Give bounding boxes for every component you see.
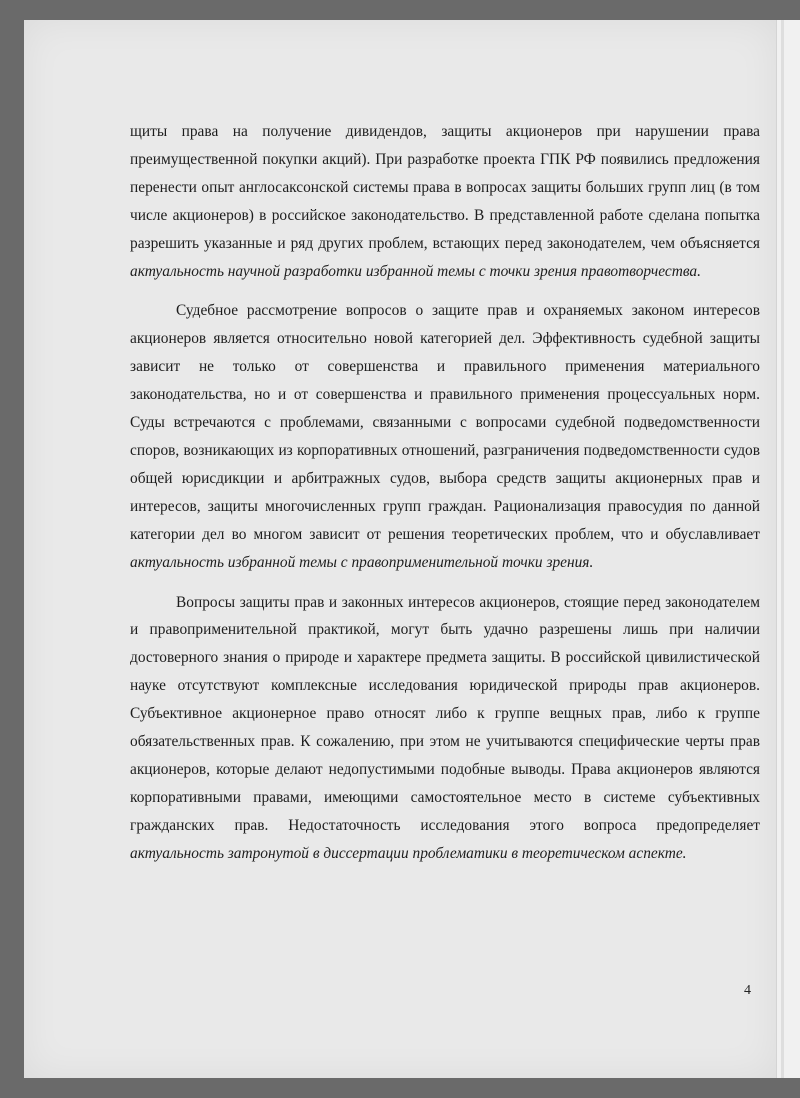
paragraph-1-text: щиты права на получение дивидендов, защиты акционеров при нарушении права преимущественной покупки акций). При разработке проекта ГПК РФ появились предложения перенести опыт англосаксонской системы права в вопросах защиты больших групп лиц (в том числе акционеров) в российское законодательство. В представленной работе сделана попытка разрешить указанные и ряд других проблем, встающих перед законодателем, чем объясняется	[130, 123, 760, 252]
paragraph-3	[130, 589, 760, 868]
paragraph-1-emphasis: актуальность научной разработки избранной темы с точки зрения правотворчества.	[130, 262, 701, 280]
next-page-edge	[776, 20, 800, 1078]
paragraph-3-emphasis: актуальность затронутой в диссертации проблематики в теоретическом аспекте.	[130, 844, 687, 862]
page-number: 4	[744, 983, 751, 998]
page-edge-line	[781, 20, 784, 1078]
paragraph-2	[130, 297, 760, 576]
paragraph-2-text: Судебное рассмотрение вопросов о защите прав и охраняемых законом интересов акционеров является относительно новой категорией дел. Эффективность судебной защиты зависит не только от совершенства и правильного применения материального законодательства, но и от совершенства и правильного применения процессуальных норм. Суды встречаются с проблемами, связанными с вопросами судебной подведомственности споров, возникающих из корпоративных отношений, разграничения подведомственности судов общей юрисдикции и арбитражных судов, выбора средств защиты акционерных прав и интересов, защиты многочисленных групп граждан. Рационализация правосудия по данной категории дел во многом зависит от решения теоретических проблем, что и обуславливает	[130, 302, 760, 543]
document-page	[24, 20, 776, 1078]
body-text	[130, 118, 760, 868]
paragraph-3-text: Вопросы защиты прав и законных интересов акционеров, стоящие перед законодателем и правоприменительной практикой, могут быть удачно разрешены лишь при наличии достоверного знания о природе и характере предмета защиты. В российской цивилистической науке отсутствуют комплексные исследования юридической природы прав акционеров. Субъективное акционерное право относят либо к группе вещных прав, либо к группе обязательственных прав. К сожалению, при этом не учитываются специфические черты прав акционеров, которые делают недопустимыми подобные выводы. Права акционеров являются корпоративными правами, имеющими самостоятельное место в системе субъективных гражданских прав. Недостаточность исследования этого вопроса предопределяет	[130, 593, 760, 834]
paragraph-1	[130, 118, 760, 285]
paragraph-2-emphasis: актуальность избранной темы с правоприменительной точки зрения.	[130, 553, 594, 571]
